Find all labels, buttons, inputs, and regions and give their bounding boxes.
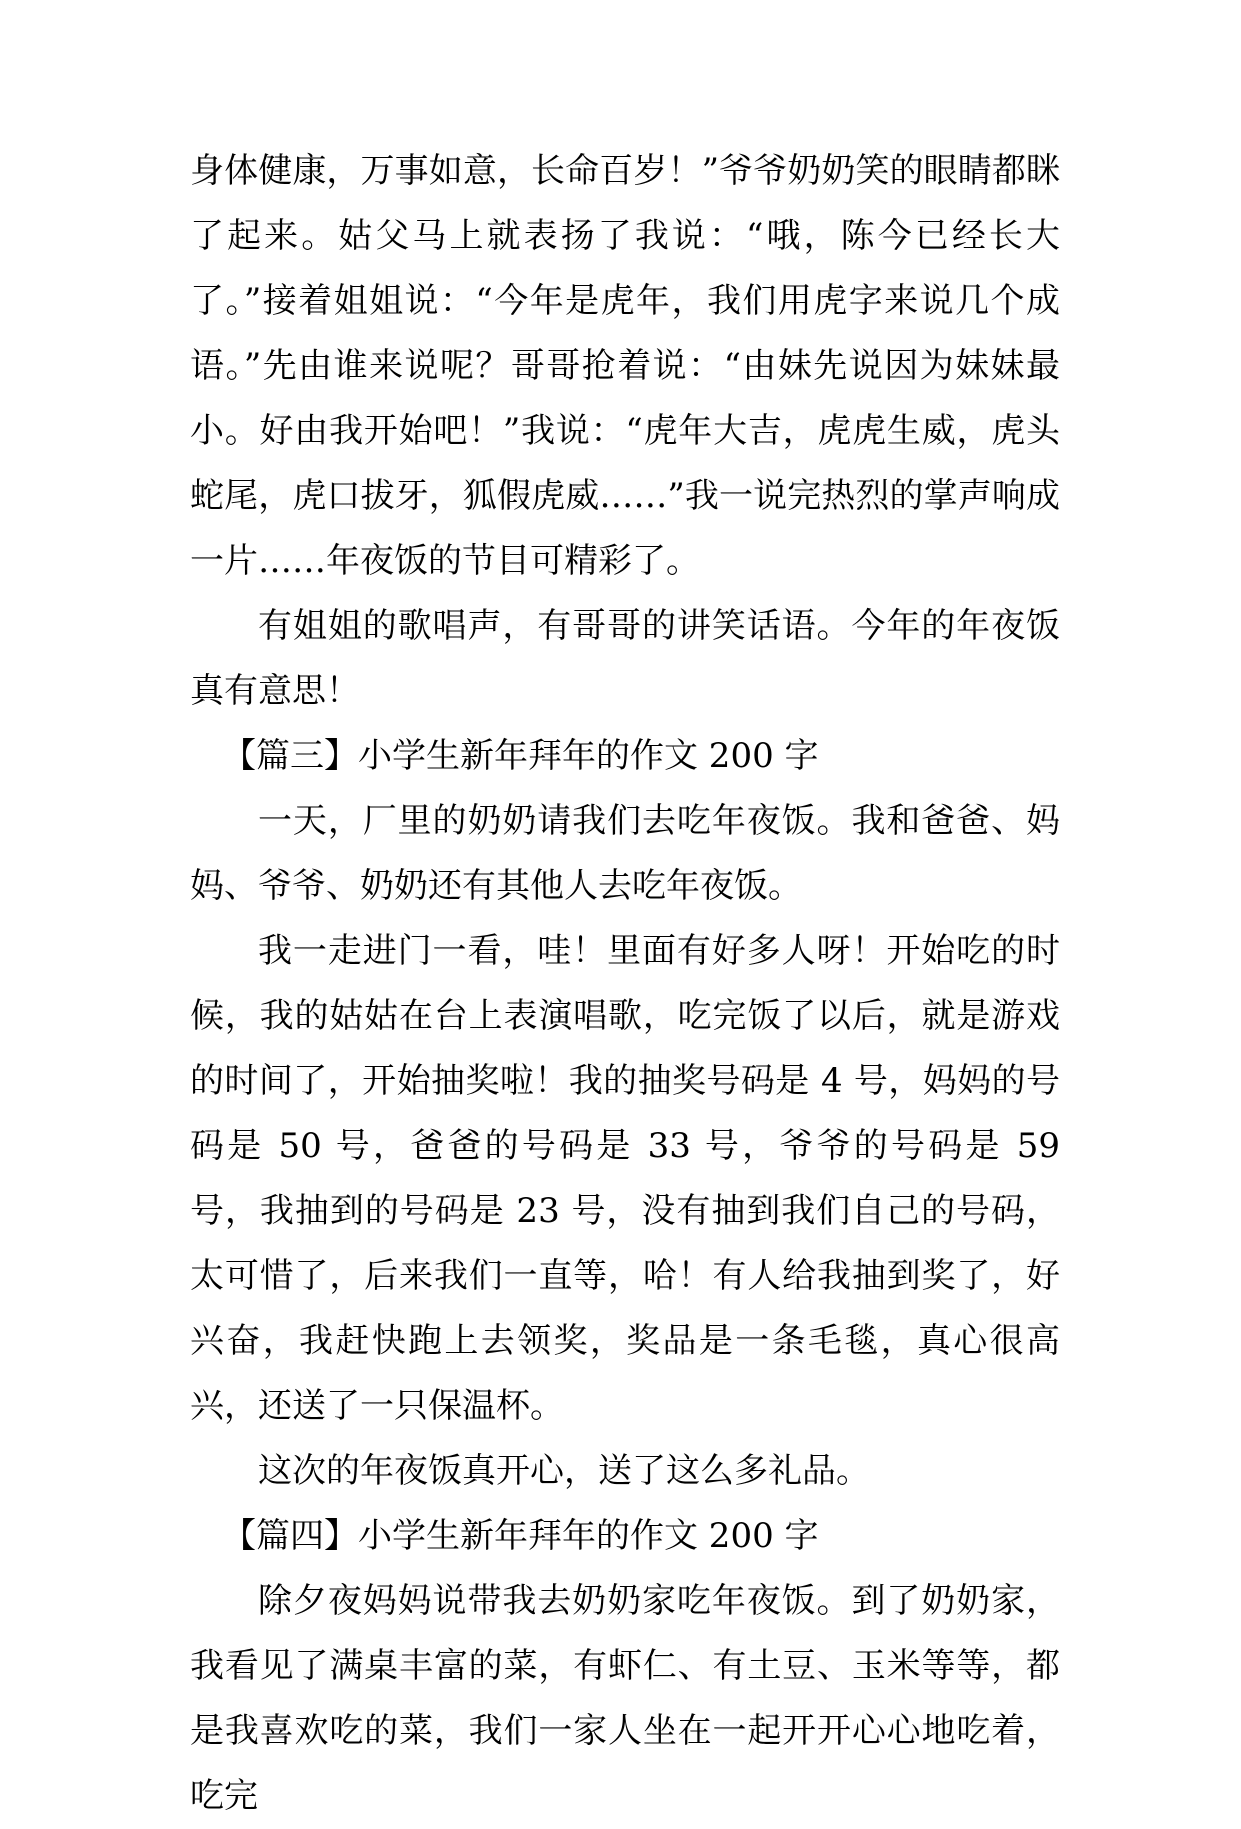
paragraph: 这次的年夜饭真开心，送了这么多礼品。 xyxy=(258,1451,870,1491)
paragraph: 一天，厂里的奶奶请我们去吃年夜饭。我和爸爸、妈妈、爷爷、奶奶还有其他人去吃年夜饭。 xyxy=(190,801,1060,906)
section-heading-4: 【篇四】小学生新年拜年的作文 200 字 xyxy=(222,1516,819,1556)
paragraph-continuation: 身体健康，万事如意，长命百岁！”爷爷奶奶笑的眼睛都眯了起来。姑父马上就表扬了我说：“哦，陈今已经长大了。”接着姐姐说：“今年是虎年，我们用虎字来说几个成语。”先由谁来说呢？哥哥抢着说：“由妹先说因为妹妹最小。好由我开始吧！”我说：“虎年大吉，虎虎生威，虎头蛇尾，虎口拔牙，狐假虎威……”我一说完热烈的掌声响成一片……年夜饭的节目可精彩了。 xyxy=(190,151,1060,581)
paragraph: 除夕夜妈妈说带我去奶奶家吃年夜饭。到了奶奶家，我看见了满桌丰富的菜，有虾仁、有土豆、玉米等等，都是我喜欢吃的菜，我们一家人坐在一起开开心心地吃着，吃完 xyxy=(190,1581,1060,1816)
paragraph: 有姐姐的歌唱声，有哥哥的讲笑话语。今年的年夜饭真有意思！ xyxy=(190,606,1060,711)
document-body xyxy=(190,139,1060,1829)
section-heading-3: 【篇三】小学生新年拜年的作文 200 字 xyxy=(222,736,819,776)
paragraph: 我一走进门一看，哇！里面有好多人呀！开始吃的时候，我的姑姑在台上表演唱歌，吃完饭了以后，就是游戏的时间了，开始抽奖啦！我的抽奖号码是 4 号，妈妈的号码是 50 号，爸爸的号码是 33 号，爷爷的号码是 59 号，我抽到的号码是 23 号，没有抽到我们自己的号码，太可惜了，后来我们一直等，哈！有人给我抽到奖了，好兴奋，我赶快跑上去领奖，奖品是一条毛毯，真心很高兴，还送了一只保温杯。 xyxy=(190,931,1060,1426)
